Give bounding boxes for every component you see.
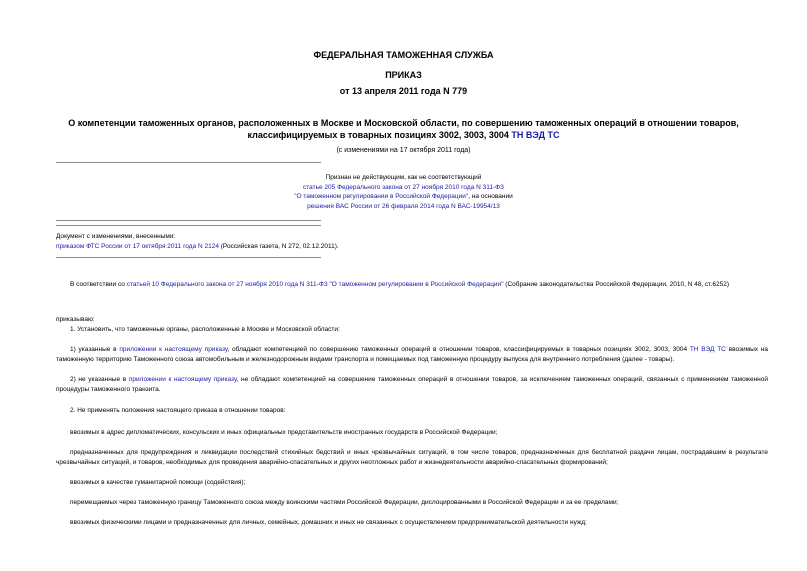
p1-pre: В соответствии со bbox=[70, 281, 127, 288]
paragraph-emergency: предназначенных для предупреждения и ликвидации последствий стихийных бедствий и иных чрезвычайных ситуаций, в том числе товаров, предназначенных для бесплатной раздачи лицам, пострадавшим в результате чрезвычайных ситуаций, и товаров, необходимых для проведения аварийно-спасательных и других неотложных работ и жизнедеятельности аварийно-спасательных формирований; bbox=[56, 449, 768, 466]
divider bbox=[56, 225, 321, 226]
paragraph-humanitarian: ввозимых в качестве гуманитарной помощи (содействия); bbox=[70, 479, 246, 486]
tnved-link-body[interactable]: ТН ВЭД ТС bbox=[689, 346, 726, 353]
changes-line-1: Документ с изменениями, внесенными: bbox=[56, 233, 176, 240]
paragraph-item-1-1 bbox=[56, 345, 768, 364]
status-line-2-tail: , на основании bbox=[468, 193, 513, 200]
p1-post: (Собрание законодательства Российской Федерации, 2010, N 48, ст.6252) bbox=[503, 281, 729, 288]
tnved-link[interactable]: ТН ВЭД ТС bbox=[511, 130, 560, 140]
title-line-2-text: классифицируемых в товарных позициях 3002, 3003, 3004 bbox=[247, 130, 512, 140]
appendix-link[interactable]: приложении к настоящему приказу bbox=[119, 346, 228, 353]
paragraph-basis bbox=[56, 280, 768, 290]
changes-box bbox=[56, 232, 376, 251]
title-line-1: О компетенции таможенных органов, расположенных в Москве и Московской области, по совершению таможенных операций в отношении товаров, bbox=[68, 118, 739, 128]
status-line-1: Признан не действующим, как не соответствующий bbox=[325, 174, 482, 181]
paragraph-order: приказываю: bbox=[56, 316, 95, 323]
p4-post: ввозимых на таможенную территорию Таможенного союза автомобильным и железнодорожным видами транспорта и помещаемых под таможенную процедуру выпуска для внутреннего потребления (далее - товары). bbox=[56, 346, 768, 363]
paragraph-personal: ввозимых физическими лицами и предназначенных для личных, семейных, домашних и иных не связанных с осуществлением предпринимательской деятельности нужд; bbox=[70, 519, 587, 526]
divider bbox=[56, 220, 321, 221]
law-article-link[interactable]: статьей 10 Федерального закона от 27 ноября 2010 года N 311-ФЗ "О таможенном регулировании в Российской Федерации" bbox=[126, 281, 504, 288]
status-law-title-link[interactable]: "О таможенном регулировании в Российской Федерации" bbox=[294, 193, 469, 200]
status-law-link[interactable]: статье 205 Федерального закона от 27 ноября 2010 года N 311-ФЗ bbox=[303, 183, 504, 191]
paragraph-diplomatic: ввозимых в адрес дипломатических, консульских и иных официальных представительств иностранных государств в Российской Федерации; bbox=[70, 429, 498, 436]
p5-pre: 2) не указанные в bbox=[70, 376, 129, 383]
appendix-link-2[interactable]: приложении к настоящему приказу bbox=[128, 376, 237, 383]
p4-pre: 1) указанные в bbox=[70, 346, 120, 353]
date-number-heading: от 13 апреля 2011 года N 779 bbox=[339, 86, 468, 96]
status-box bbox=[0, 173, 807, 211]
changes-tail: (Российская газета, N 272, 02.12.2011). bbox=[218, 242, 339, 250]
divider bbox=[56, 162, 321, 163]
changes-order-link[interactable]: приказом ФТС России от 17 октября 2011 года N 2124 bbox=[56, 242, 219, 250]
divider bbox=[56, 257, 321, 258]
agency-heading: ФЕДЕРАЛЬНАЯ ТАМОЖЕННАЯ СЛУЖБА bbox=[313, 50, 494, 60]
edition-note: (с изменениями на 17 октября 2011 года) bbox=[336, 147, 471, 154]
paragraph-item-1-2 bbox=[56, 375, 768, 394]
paragraph-military: перемещаемых через таможенную границу Таможенного союза между воинскими частями Российской Федерации, дислоцированными в Российской Федерации и за ее пределами; bbox=[70, 499, 619, 506]
paragraph-item-2: 2. Не применять положения настоящего приказа в отношении товаров: bbox=[70, 407, 286, 414]
title-line-2 bbox=[0, 129, 807, 141]
status-decision-link[interactable]: решения ВАС России от 26 февраля 2014 года N ВАС-19954/13 bbox=[307, 202, 500, 210]
document-title bbox=[0, 117, 807, 141]
doc-type-heading: ПРИКАЗ bbox=[385, 70, 422, 80]
p4-mid: , обладают компетенцией по совершению таможенных операций в отношении товаров, классифицируемых в товарных позициях 3002, 3003, 3004 bbox=[227, 346, 690, 353]
paragraph-item-1: 1. Установить, что таможенные органы, расположенные в Москве и Московской области: bbox=[70, 326, 340, 333]
p5-post: , не обладают компетенцией на совершение таможенных операций в отношении товаров, за исключением таможенных операций, связанных с применением таможенной процедуры таможенного транзита. bbox=[56, 376, 768, 393]
